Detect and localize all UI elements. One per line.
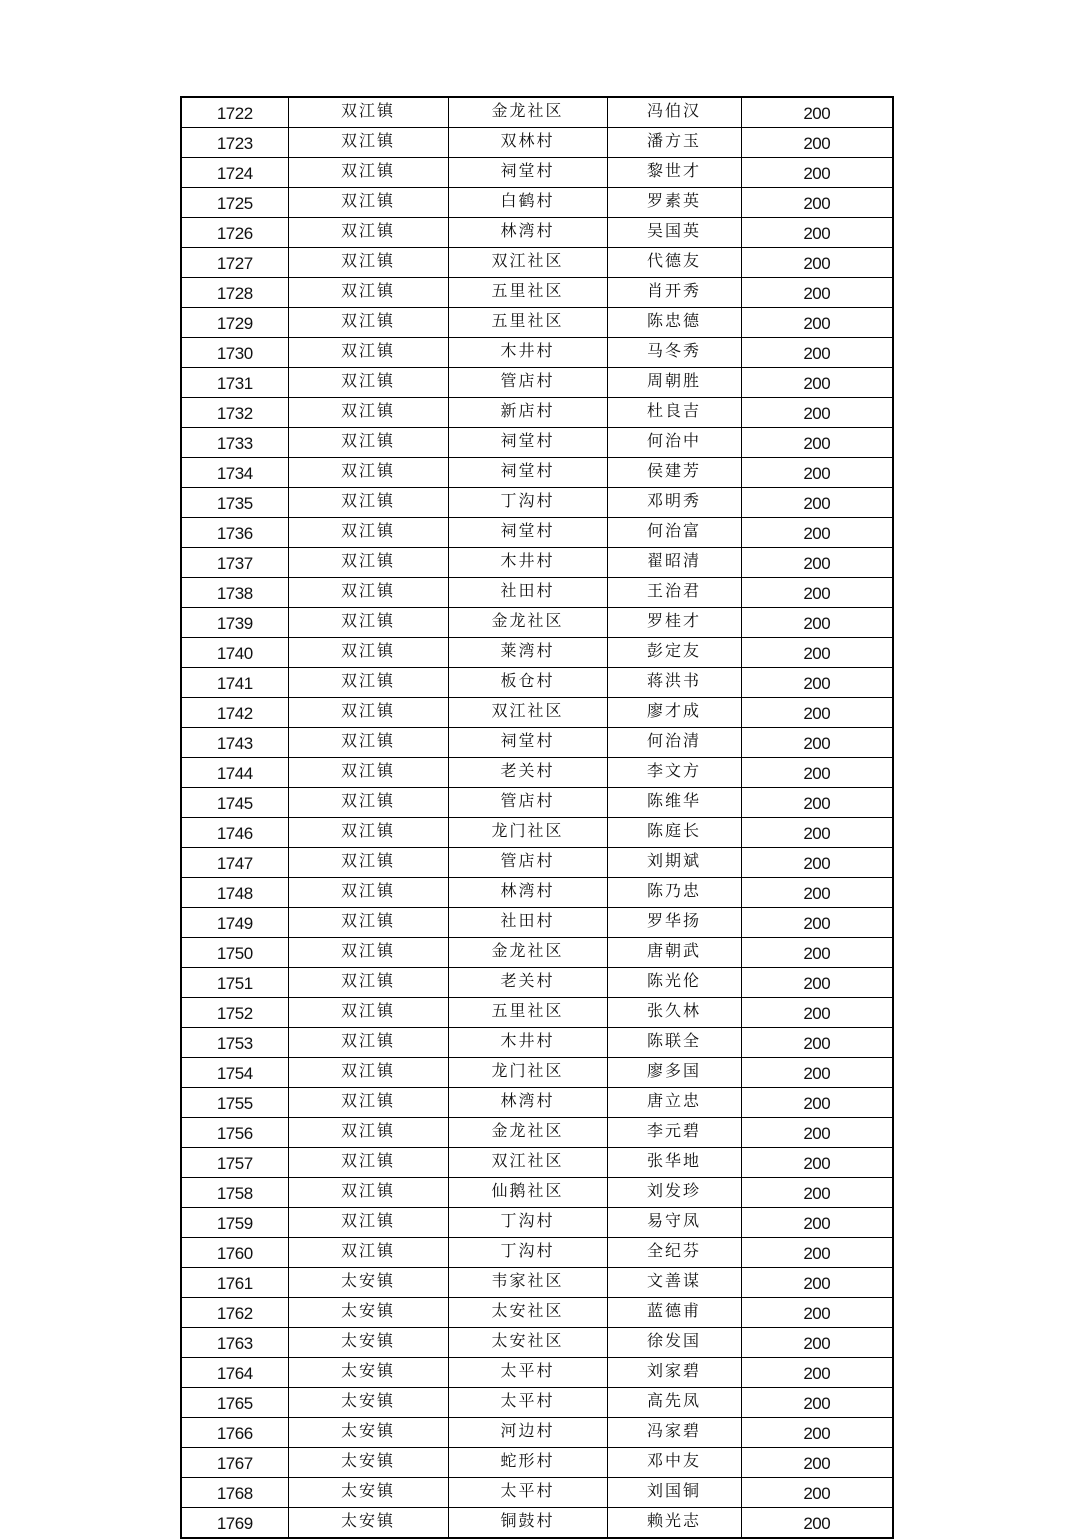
town-cell: 太安镇 <box>288 1478 448 1508</box>
amount-cell: 200 <box>741 1208 893 1238</box>
village-cell: 祠堂村 <box>448 728 607 758</box>
table-row <box>181 578 893 608</box>
amount-cell: 200 <box>741 278 893 308</box>
table-row <box>181 248 893 278</box>
village-cell: 社田村 <box>448 908 607 938</box>
town-cell: 双江镇 <box>288 1028 448 1058</box>
person-name-cell: 王治君 <box>607 578 741 608</box>
seq-cell: 1735 <box>181 488 288 518</box>
person-name-cell: 张久林 <box>607 998 741 1028</box>
seq-cell: 1759 <box>181 1208 288 1238</box>
town-cell: 双江镇 <box>288 698 448 728</box>
town-cell: 双江镇 <box>288 188 448 218</box>
table-row <box>181 1358 893 1388</box>
amount-cell: 200 <box>741 188 893 218</box>
table-row <box>181 1058 893 1088</box>
person-name-cell: 黎世才 <box>607 158 741 188</box>
person-name-cell: 刘家碧 <box>607 1358 741 1388</box>
village-cell: 仙鹅社区 <box>448 1178 607 1208</box>
village-cell: 木井村 <box>448 548 607 578</box>
amount-cell: 200 <box>741 818 893 848</box>
seq-cell: 1760 <box>181 1238 288 1268</box>
person-name-cell: 蒋洪书 <box>607 668 741 698</box>
amount-cell: 200 <box>741 578 893 608</box>
table-row <box>181 1388 893 1418</box>
roster-body <box>181 97 893 1538</box>
person-name-cell: 易守凤 <box>607 1208 741 1238</box>
town-cell: 太安镇 <box>288 1508 448 1539</box>
seq-cell: 1737 <box>181 548 288 578</box>
town-cell: 双江镇 <box>288 338 448 368</box>
town-cell: 双江镇 <box>288 938 448 968</box>
town-cell: 双江镇 <box>288 97 448 128</box>
table-row <box>181 668 893 698</box>
amount-cell: 200 <box>741 1028 893 1058</box>
amount-cell: 200 <box>741 938 893 968</box>
town-cell: 双江镇 <box>288 878 448 908</box>
table-row <box>181 1208 893 1238</box>
village-cell: 蛇形村 <box>448 1448 607 1478</box>
seq-cell: 1757 <box>181 1148 288 1178</box>
town-cell: 双江镇 <box>288 1208 448 1238</box>
table-row <box>181 1238 893 1268</box>
seq-cell: 1762 <box>181 1298 288 1328</box>
table-row <box>181 1328 893 1358</box>
person-name-cell: 陈乃忠 <box>607 878 741 908</box>
seq-cell: 1725 <box>181 188 288 218</box>
table-row <box>181 368 893 398</box>
person-name-cell: 何治清 <box>607 728 741 758</box>
village-cell: 林湾村 <box>448 1088 607 1118</box>
amount-cell: 200 <box>741 158 893 188</box>
village-cell: 太平村 <box>448 1388 607 1418</box>
village-cell: 金龙社区 <box>448 608 607 638</box>
town-cell: 双江镇 <box>288 1118 448 1148</box>
amount-cell: 200 <box>741 758 893 788</box>
town-cell: 双江镇 <box>288 998 448 1028</box>
seq-cell: 1753 <box>181 1028 288 1058</box>
village-cell: 金龙社区 <box>448 938 607 968</box>
village-cell: 双江社区 <box>448 1148 607 1178</box>
person-name-cell: 陈维华 <box>607 788 741 818</box>
amount-cell: 200 <box>741 1298 893 1328</box>
table-row <box>181 1448 893 1478</box>
table-row <box>181 458 893 488</box>
town-cell: 双江镇 <box>288 548 448 578</box>
person-name-cell: 邓中友 <box>607 1448 741 1478</box>
table-row <box>181 878 893 908</box>
person-name-cell: 李元碧 <box>607 1118 741 1148</box>
village-cell: 韦家社区 <box>448 1268 607 1298</box>
town-cell: 双江镇 <box>288 1088 448 1118</box>
table-row <box>181 338 893 368</box>
town-cell: 双江镇 <box>288 788 448 818</box>
table-row <box>181 1508 893 1539</box>
village-cell: 太安社区 <box>448 1298 607 1328</box>
seq-cell: 1764 <box>181 1358 288 1388</box>
table-row <box>181 428 893 458</box>
seq-cell: 1723 <box>181 128 288 158</box>
table-row <box>181 158 893 188</box>
amount-cell: 200 <box>741 488 893 518</box>
seq-cell: 1741 <box>181 668 288 698</box>
person-name-cell: 陈庭长 <box>607 818 741 848</box>
village-cell: 五里社区 <box>448 308 607 338</box>
town-cell: 太安镇 <box>288 1268 448 1298</box>
seq-cell: 1751 <box>181 968 288 998</box>
village-cell: 金龙社区 <box>448 97 607 128</box>
amount-cell: 200 <box>741 698 893 728</box>
seq-cell: 1742 <box>181 698 288 728</box>
person-name-cell: 全纪芬 <box>607 1238 741 1268</box>
amount-cell: 200 <box>741 308 893 338</box>
person-name-cell: 张华地 <box>607 1148 741 1178</box>
seq-cell: 1763 <box>181 1328 288 1358</box>
table-row <box>181 488 893 518</box>
town-cell: 双江镇 <box>288 848 448 878</box>
town-cell: 双江镇 <box>288 908 448 938</box>
amount-cell: 200 <box>741 97 893 128</box>
table-row <box>181 758 893 788</box>
seq-cell: 1730 <box>181 338 288 368</box>
amount-cell: 200 <box>741 1118 893 1148</box>
seq-cell: 1761 <box>181 1268 288 1298</box>
seq-cell: 1736 <box>181 518 288 548</box>
town-cell: 双江镇 <box>288 668 448 698</box>
town-cell: 双江镇 <box>288 758 448 788</box>
amount-cell: 200 <box>741 848 893 878</box>
person-name-cell: 廖才成 <box>607 698 741 728</box>
amount-cell: 200 <box>741 1058 893 1088</box>
table-row <box>181 1178 893 1208</box>
village-cell: 木井村 <box>448 1028 607 1058</box>
amount-cell: 200 <box>741 638 893 668</box>
table-row <box>181 968 893 998</box>
person-name-cell: 廖多国 <box>607 1058 741 1088</box>
seq-cell: 1746 <box>181 818 288 848</box>
table-row <box>181 1148 893 1178</box>
table-row <box>181 938 893 968</box>
village-cell: 太平村 <box>448 1358 607 1388</box>
town-cell: 双江镇 <box>288 308 448 338</box>
town-cell: 双江镇 <box>288 638 448 668</box>
village-cell: 林湾村 <box>448 218 607 248</box>
village-cell: 管店村 <box>448 848 607 878</box>
table-row <box>181 518 893 548</box>
town-cell: 太安镇 <box>288 1328 448 1358</box>
person-name-cell: 马冬秀 <box>607 338 741 368</box>
person-name-cell: 周朝胜 <box>607 368 741 398</box>
town-cell: 太安镇 <box>288 1448 448 1478</box>
amount-cell: 200 <box>741 1268 893 1298</box>
person-name-cell: 罗素英 <box>607 188 741 218</box>
town-cell: 双江镇 <box>288 278 448 308</box>
seq-cell: 1750 <box>181 938 288 968</box>
person-name-cell: 翟昭清 <box>607 548 741 578</box>
amount-cell: 200 <box>741 1388 893 1418</box>
village-cell: 双江社区 <box>448 248 607 278</box>
village-cell: 祠堂村 <box>448 158 607 188</box>
village-cell: 龙门社区 <box>448 818 607 848</box>
person-name-cell: 陈忠德 <box>607 308 741 338</box>
village-cell: 金龙社区 <box>448 1118 607 1148</box>
seq-cell: 1755 <box>181 1088 288 1118</box>
village-cell: 老关村 <box>448 758 607 788</box>
person-name-cell: 冯伯汉 <box>607 97 741 128</box>
table-row <box>181 788 893 818</box>
village-cell: 林湾村 <box>448 878 607 908</box>
seq-cell: 1747 <box>181 848 288 878</box>
person-name-cell: 刘期斌 <box>607 848 741 878</box>
village-cell: 太平村 <box>448 1478 607 1508</box>
amount-cell: 200 <box>741 668 893 698</box>
seq-cell: 1734 <box>181 458 288 488</box>
person-name-cell: 李文方 <box>607 758 741 788</box>
seq-cell: 1752 <box>181 998 288 1028</box>
person-name-cell: 徐发国 <box>607 1328 741 1358</box>
person-name-cell: 侯建芳 <box>607 458 741 488</box>
village-cell: 管店村 <box>448 788 607 818</box>
person-name-cell: 邓明秀 <box>607 488 741 518</box>
table-row <box>181 998 893 1028</box>
person-name-cell: 唐立忠 <box>607 1088 741 1118</box>
village-cell: 五里社区 <box>448 278 607 308</box>
village-cell: 社田村 <box>448 578 607 608</box>
village-cell: 莱湾村 <box>448 638 607 668</box>
seq-cell: 1765 <box>181 1388 288 1418</box>
amount-cell: 200 <box>741 788 893 818</box>
amount-cell: 200 <box>741 728 893 758</box>
amount-cell: 200 <box>741 1418 893 1448</box>
person-name-cell: 吴国英 <box>607 218 741 248</box>
amount-cell: 200 <box>741 1238 893 1268</box>
person-name-cell: 冯家碧 <box>607 1418 741 1448</box>
table-row <box>181 97 893 128</box>
person-name-cell: 何治富 <box>607 518 741 548</box>
village-cell: 太安社区 <box>448 1328 607 1358</box>
amount-cell: 200 <box>741 1178 893 1208</box>
village-cell: 祠堂村 <box>448 458 607 488</box>
seq-cell: 1744 <box>181 758 288 788</box>
table-row <box>181 1088 893 1118</box>
table-row <box>181 398 893 428</box>
town-cell: 双江镇 <box>288 368 448 398</box>
amount-cell: 200 <box>741 458 893 488</box>
roster-table <box>180 96 894 1539</box>
person-name-cell: 蓝德甫 <box>607 1298 741 1328</box>
person-name-cell: 陈光伦 <box>607 968 741 998</box>
amount-cell: 200 <box>741 1478 893 1508</box>
amount-cell: 200 <box>741 968 893 998</box>
amount-cell: 200 <box>741 1088 893 1118</box>
seq-cell: 1738 <box>181 578 288 608</box>
amount-cell: 200 <box>741 128 893 158</box>
town-cell: 双江镇 <box>288 608 448 638</box>
town-cell: 双江镇 <box>288 968 448 998</box>
amount-cell: 200 <box>741 1328 893 1358</box>
person-name-cell: 赖光志 <box>607 1508 741 1539</box>
town-cell: 双江镇 <box>288 428 448 458</box>
table-row <box>181 1268 893 1298</box>
person-name-cell: 何治中 <box>607 428 741 458</box>
person-name-cell: 彭定友 <box>607 638 741 668</box>
village-cell: 丁沟村 <box>448 1238 607 1268</box>
village-cell: 木井村 <box>448 338 607 368</box>
seq-cell: 1766 <box>181 1418 288 1448</box>
table-row <box>181 1028 893 1058</box>
town-cell: 双江镇 <box>288 158 448 188</box>
person-name-cell: 肖开秀 <box>607 278 741 308</box>
amount-cell: 200 <box>741 428 893 458</box>
table-row <box>181 548 893 578</box>
seq-cell: 1728 <box>181 278 288 308</box>
seq-cell: 1756 <box>181 1118 288 1148</box>
town-cell: 太安镇 <box>288 1298 448 1328</box>
village-cell: 双林村 <box>448 128 607 158</box>
village-cell: 板仓村 <box>448 668 607 698</box>
village-cell: 老关村 <box>448 968 607 998</box>
person-name-cell: 杜良吉 <box>607 398 741 428</box>
person-name-cell: 罗华扬 <box>607 908 741 938</box>
table-row <box>181 698 893 728</box>
seq-cell: 1729 <box>181 308 288 338</box>
person-name-cell: 刘发珍 <box>607 1178 741 1208</box>
table-row <box>181 1418 893 1448</box>
person-name-cell: 代德友 <box>607 248 741 278</box>
town-cell: 双江镇 <box>288 218 448 248</box>
seq-cell: 1743 <box>181 728 288 758</box>
town-cell: 双江镇 <box>288 398 448 428</box>
person-name-cell: 陈联全 <box>607 1028 741 1058</box>
amount-cell: 200 <box>741 368 893 398</box>
town-cell: 双江镇 <box>288 248 448 278</box>
amount-cell: 200 <box>741 548 893 578</box>
table-row <box>181 1298 893 1328</box>
table-row <box>181 818 893 848</box>
village-cell: 双江社区 <box>448 698 607 728</box>
table-row <box>181 638 893 668</box>
town-cell: 太安镇 <box>288 1418 448 1448</box>
table-row <box>181 848 893 878</box>
seq-cell: 1739 <box>181 608 288 638</box>
seq-cell: 1733 <box>181 428 288 458</box>
town-cell: 双江镇 <box>288 488 448 518</box>
person-name-cell: 高先凤 <box>607 1388 741 1418</box>
village-cell: 河边村 <box>448 1418 607 1448</box>
town-cell: 太安镇 <box>288 1358 448 1388</box>
town-cell: 双江镇 <box>288 458 448 488</box>
seq-cell: 1749 <box>181 908 288 938</box>
seq-cell: 1758 <box>181 1178 288 1208</box>
seq-cell: 1732 <box>181 398 288 428</box>
table-row <box>181 608 893 638</box>
village-cell: 龙门社区 <box>448 1058 607 1088</box>
amount-cell: 200 <box>741 998 893 1028</box>
amount-cell: 200 <box>741 1508 893 1539</box>
seq-cell: 1768 <box>181 1478 288 1508</box>
seq-cell: 1767 <box>181 1448 288 1478</box>
village-cell: 丁沟村 <box>448 488 607 518</box>
table-row <box>181 278 893 308</box>
table-row <box>181 1118 893 1148</box>
town-cell: 双江镇 <box>288 728 448 758</box>
village-cell: 五里社区 <box>448 998 607 1028</box>
seq-cell: 1754 <box>181 1058 288 1088</box>
seq-cell: 1724 <box>181 158 288 188</box>
village-cell: 丁沟村 <box>448 1208 607 1238</box>
seq-cell: 1748 <box>181 878 288 908</box>
table-row <box>181 728 893 758</box>
town-cell: 双江镇 <box>288 1058 448 1088</box>
seq-cell: 1722 <box>181 97 288 128</box>
seq-cell: 1740 <box>181 638 288 668</box>
table-row <box>181 218 893 248</box>
table-row <box>181 908 893 938</box>
seq-cell: 1731 <box>181 368 288 398</box>
amount-cell: 200 <box>741 1148 893 1178</box>
amount-cell: 200 <box>741 218 893 248</box>
table-row <box>181 128 893 158</box>
amount-cell: 200 <box>741 908 893 938</box>
table-row <box>181 188 893 218</box>
town-cell: 太安镇 <box>288 1388 448 1418</box>
village-cell: 白鹤村 <box>448 188 607 218</box>
town-cell: 双江镇 <box>288 1238 448 1268</box>
person-name-cell: 罗桂才 <box>607 608 741 638</box>
village-cell: 管店村 <box>448 368 607 398</box>
town-cell: 双江镇 <box>288 1178 448 1208</box>
amount-cell: 200 <box>741 398 893 428</box>
village-cell: 祠堂村 <box>448 428 607 458</box>
seq-cell: 1727 <box>181 248 288 278</box>
table-row <box>181 1478 893 1508</box>
seq-cell: 1745 <box>181 788 288 818</box>
seq-cell: 1769 <box>181 1508 288 1539</box>
town-cell: 双江镇 <box>288 818 448 848</box>
amount-cell: 200 <box>741 1358 893 1388</box>
person-name-cell: 刘国铜 <box>607 1478 741 1508</box>
seq-cell: 1726 <box>181 218 288 248</box>
town-cell: 双江镇 <box>288 1148 448 1178</box>
person-name-cell: 唐朝武 <box>607 938 741 968</box>
table-row <box>181 308 893 338</box>
town-cell: 双江镇 <box>288 128 448 158</box>
person-name-cell: 潘方玉 <box>607 128 741 158</box>
town-cell: 双江镇 <box>288 518 448 548</box>
village-cell: 祠堂村 <box>448 518 607 548</box>
town-cell: 双江镇 <box>288 578 448 608</box>
person-name-cell: 文善谋 <box>607 1268 741 1298</box>
amount-cell: 200 <box>741 1448 893 1478</box>
amount-cell: 200 <box>741 338 893 368</box>
village-cell: 新店村 <box>448 398 607 428</box>
amount-cell: 200 <box>741 248 893 278</box>
amount-cell: 200 <box>741 608 893 638</box>
amount-cell: 200 <box>741 518 893 548</box>
village-cell: 铜鼓村 <box>448 1508 607 1539</box>
amount-cell: 200 <box>741 878 893 908</box>
